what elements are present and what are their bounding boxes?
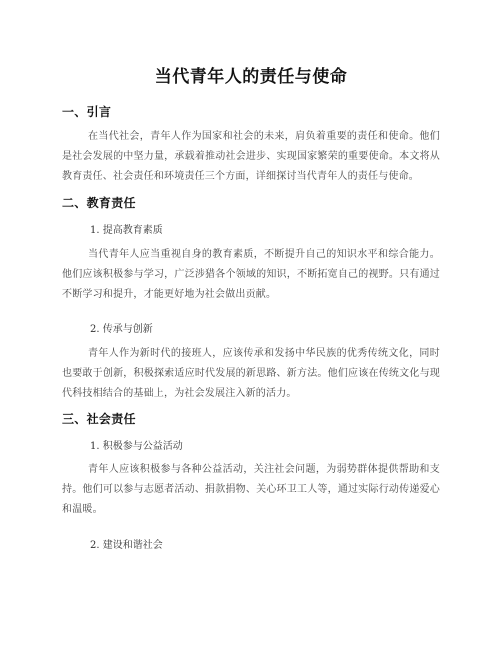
section-heading-education: 二、教育责任 <box>62 196 136 210</box>
subheading-harmonious-society: 2. 建设和谐社会 <box>90 540 163 551</box>
paragraph-education-quality: 当代青年人应当重视自身的教育素质，不断提升自己的知识水平和综合能力。他们应该积极参与学习，广泛涉猎各个领域的知识，不断拓宽自己的视野。只有通过不断学习和提升，才能更好地为社会做出贡献。 <box>62 249 440 300</box>
subheading-public-welfare: 1. 积极参与公益活动 <box>90 441 183 452</box>
section-heading-intro: 一、引言 <box>62 105 112 119</box>
paragraph-public-welfare: 青年人应该积极参与各种公益活动，关注社会问题，为弱势群体提供帮助和支持。他们可以参与志愿者活动、捐款捐物、关心环卫工人等，通过实际行动传递爱心和温暖。 <box>62 464 440 515</box>
section-intro-paragraph: 在当代社会，青年人作为国家和社会的未来，肩负着重要的责任和使命。他们是社会发展的中坚力量，承载着推动社会进步、实现国家繁荣的重要使命。本文将从教育责任、社会责任和环境责任三个方面，详细探讨当代青年人的责任与使命。 <box>62 131 440 182</box>
subheading-education-quality: 1. 提高教育素质 <box>90 225 163 236</box>
document-title: 当代青年人的责任与使命 <box>154 67 348 87</box>
subheading-inheritance-innovation: 2. 传承与创新 <box>90 324 153 335</box>
section-heading-social: 三、社会责任 <box>62 412 136 426</box>
paragraph-inheritance-innovation: 青年人作为新时代的接班人，应该传承和发扬中华民族的优秀传统文化，同时也要敢于创新，积极探索适应时代发展的新思路、新方法。他们应该在传统文化与现代科技相结合的基础上，为社会发展注入新的活力。 <box>62 348 440 399</box>
